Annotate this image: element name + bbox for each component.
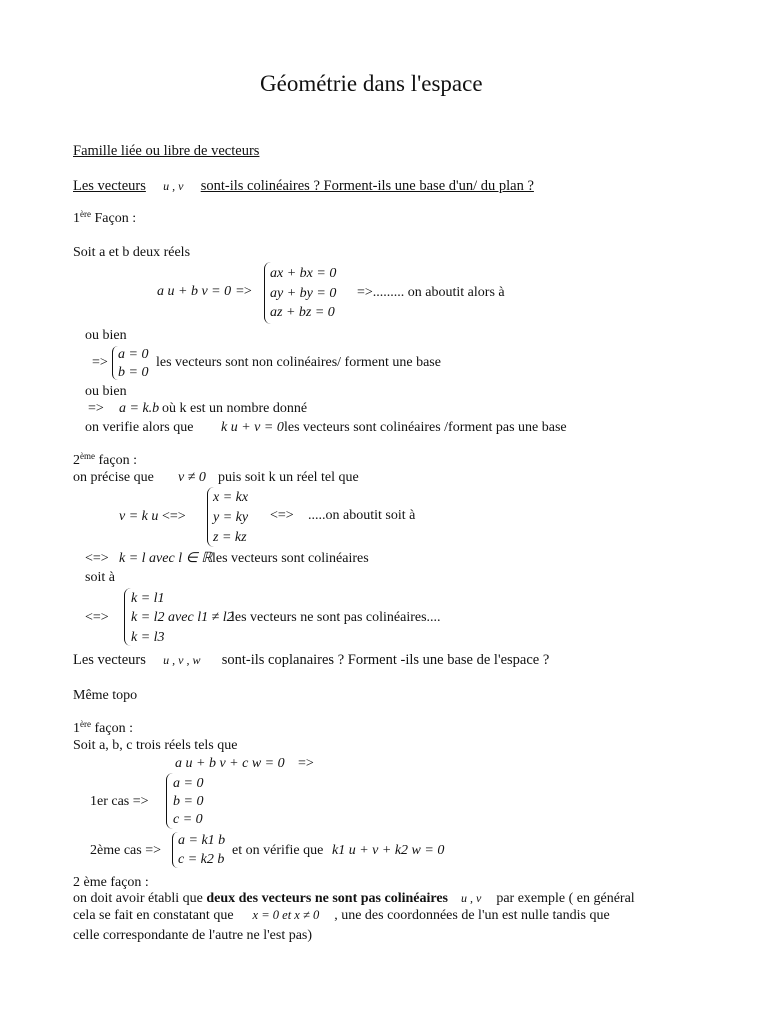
question-coplanar — [73, 653, 549, 668]
system-line-y: ay + by = 0 — [270, 286, 337, 301]
text-segment: , une des coordonnées de l'un est nulle tandis que — [334, 908, 610, 923]
system-line-k2: k = l2 avec l1 ≠ l2 — [131, 610, 234, 625]
akb-explanation: où k est un nombre donné — [162, 401, 308, 416]
soit-line: Soit a et b deux réels — [73, 245, 191, 260]
method-number: 1 — [73, 211, 80, 226]
colinear-text: les vecteurs sont colinéaires — [212, 551, 369, 566]
precise-prefix: on précise que — [73, 470, 154, 485]
colinear-conclusion: les vecteurs sont colinéaires /forment pas une base — [284, 420, 567, 435]
system-line-k3: k = l3 — [131, 630, 165, 645]
text-segment: par exemple ( en général — [496, 891, 635, 906]
ou-bien-2: ou bien — [85, 384, 127, 399]
case-1-label: 1er cas => — [90, 794, 149, 809]
linear-combination-equation: a u + b v + c w = 0 — [175, 756, 285, 771]
v-equals-ku: v = k u — [119, 509, 159, 524]
soit-a: soit à — [85, 570, 115, 585]
paragraph-line-1 — [73, 892, 635, 906]
verify-equation: k1 u + v + k2 w = 0 — [332, 843, 445, 858]
equivalence-arrow: <=> — [162, 509, 186, 524]
equivalence-arrow: <=> — [270, 508, 294, 523]
v-nonzero: v ≠ 0 — [178, 470, 206, 485]
question-text: sont-ils colinéaires ? Forment-ils une base d'un/ du plan ? — [200, 178, 534, 194]
question-text: sont-ils coplanaires ? Forment -ils une base de l'espace ? — [221, 652, 550, 668]
k-equals-l: k = l avec l ∈ ℝ — [119, 551, 213, 566]
a-equals-kb: a = k.b — [119, 401, 160, 416]
ordinal-suffix: ème — [80, 451, 95, 461]
ordinal-suffix: ère — [80, 719, 91, 729]
equivalence-arrow: <=> — [85, 551, 109, 566]
vector-list: u , v — [163, 179, 184, 193]
method-1-heading — [73, 209, 137, 226]
system-line-a: a = 0 — [118, 347, 149, 362]
method-2-heading — [73, 451, 137, 468]
question-prefix: Les vecteurs — [73, 178, 146, 194]
question-colinear — [73, 179, 534, 194]
system-line-y: y = ky — [213, 510, 249, 525]
method-number: 1 — [73, 721, 80, 736]
system-line-x: ax + bx = 0 — [270, 266, 337, 281]
non-colinear-text: les vecteurs sont non colinéaires/ forment une base — [156, 355, 441, 370]
verify-prefix: et on vérifie que — [232, 843, 324, 858]
system-line-x: x = kx — [213, 490, 249, 505]
text-segment: on doit avoir établi que — [73, 891, 207, 906]
system-line-a-k1b: a = k1 b — [178, 833, 226, 848]
system-brace — [166, 773, 173, 829]
implies-arrow: => — [88, 401, 104, 416]
verify-prefix: on verifie alors que — [85, 420, 194, 435]
method-label: façon : — [91, 721, 133, 736]
precise-suffix: puis soit k un réel tel que — [218, 470, 359, 485]
vector-list: u , v — [460, 891, 482, 905]
system-line-a: a = 0 — [173, 776, 204, 791]
system-line-c-k2b: c = k2 b — [178, 852, 225, 867]
aboutit-text: =>......... on aboutit alors à — [357, 285, 505, 300]
method-label: Façon : — [91, 211, 137, 226]
linear-combination-equation: a u + b v = 0 — [157, 284, 232, 299]
system-line-c: c = 0 — [173, 812, 203, 827]
system-line-b: b = 0 — [173, 794, 204, 809]
not-colinear-text: les vecteurs ne sont pas colinéaires.... — [231, 610, 441, 625]
system-line-z: z = kz — [213, 530, 247, 545]
implies-arrow: => — [298, 756, 314, 771]
equivalence-arrow: <=> — [85, 610, 109, 625]
method-number: 2 — [73, 453, 80, 468]
system-brace — [124, 588, 131, 646]
method-label: façon : — [95, 453, 137, 468]
vector-list: u , v , w — [163, 653, 201, 667]
system-line-k1: k = l1 — [131, 591, 165, 606]
case-2-label: 2ème cas => — [90, 843, 161, 858]
page-title: Géométrie dans l'espace — [260, 71, 483, 96]
coordinate-condition: x = 0 et x ≠ 0 — [252, 908, 320, 922]
meme-topo: Même topo — [73, 688, 138, 703]
method-1-heading — [73, 719, 133, 736]
paragraph-line-2 — [73, 909, 610, 923]
system-line-b: b = 0 — [118, 365, 149, 380]
bold-text: deux des vecteurs ne sont pas colinéaires — [206, 891, 448, 906]
implies-arrow: => — [236, 284, 252, 299]
soit-line: Soit a, b, c trois réels tels que — [73, 738, 238, 753]
section-heading: Famille liée ou libre de vecteurs — [73, 143, 260, 159]
paragraph-line-3: celle correspondante de l'autre ne l'est pas) — [73, 928, 313, 943]
ou-bien-1: ou bien — [85, 328, 127, 343]
method-2-heading: 2 ème façon : — [73, 875, 149, 890]
verify-equation: k u + v = 0 — [221, 420, 284, 435]
aboutit-text: .....on aboutit soit à — [308, 508, 416, 523]
implies-arrow: => — [92, 355, 108, 370]
text-segment: cela se fait en constatant que — [73, 908, 234, 923]
system-line-z: az + bz = 0 — [270, 305, 335, 320]
ordinal-suffix: ère — [80, 209, 91, 219]
question-prefix: Les vecteurs — [73, 652, 146, 668]
